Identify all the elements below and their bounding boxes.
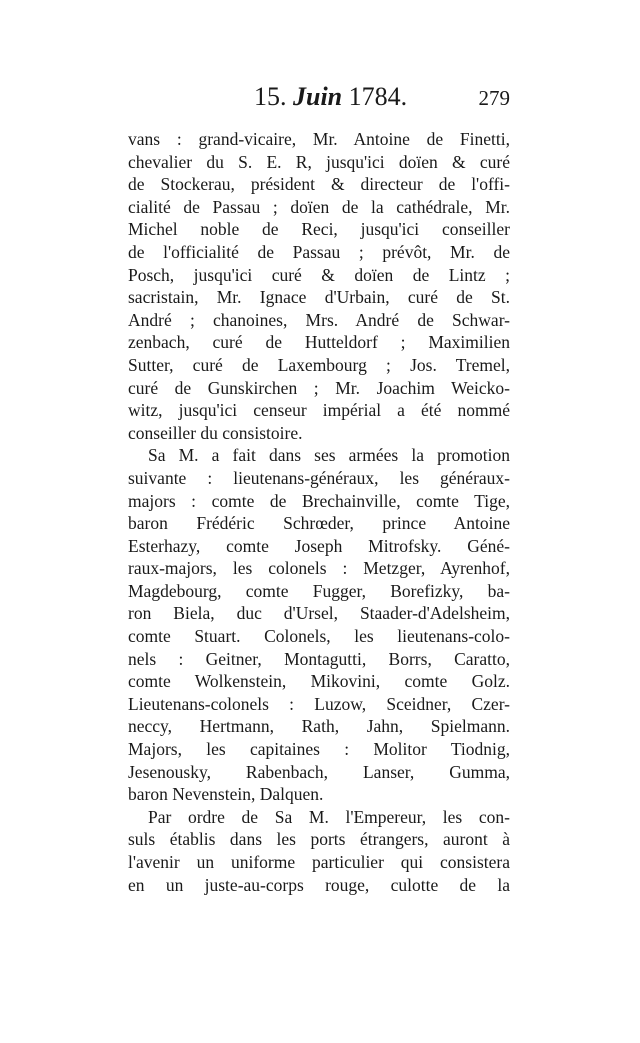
text-line: chevalier du S. E. R, jusqu'ici doïen & curé <box>128 151 510 172</box>
running-title-year: 1784. <box>348 82 408 111</box>
text-line: baron Frédéric Schrœder, prince Antoine <box>128 513 510 534</box>
text-line: en un juste-au-corps rouge, culotte de la <box>128 874 510 895</box>
text-line: Posch, jusqu'ici curé & doïen de Lintz ; <box>128 264 510 285</box>
text-line: de l'officialité de Passau ; prévôt, Mr. de <box>128 241 510 262</box>
text-line: comte Wolkenstein, Mikovini, comte Golz. <box>128 671 510 692</box>
text-line: vans : grand-vicaire, Mr. Antoine de Finetti, <box>128 129 510 149</box>
text-line: Par ordre de Sa M. l'Empereur, les con- <box>148 806 510 827</box>
text-line: Magdebourg, comte Fugger, Borefizky, ba- <box>128 580 510 601</box>
body-text <box>128 128 510 896</box>
text-line: nels : Geitner, Montagutti, Borrs, Caratto, <box>128 648 510 669</box>
text-line: Michel noble de Reci, jusqu'ici conseiller <box>128 219 510 240</box>
running-title-day: 15. <box>254 82 287 111</box>
text-line: neccy, Hertmann, Rath, Jahn, Spielmann. <box>128 716 510 737</box>
text-line: Sa M. a fait dans ses armées la promotion <box>148 445 510 466</box>
text-line: Lieutenans-colonels : Luzow, Sceidner, Czer- <box>128 693 510 714</box>
text-line: comte Stuart. Colonels, les lieutenans-colo- <box>128 626 510 647</box>
running-title-month: Juin <box>293 82 343 111</box>
running-title <box>254 82 407 112</box>
text-line: suls établis dans les ports étrangers, auront à <box>128 829 510 850</box>
text-line: suivante : lieutenans-généraux, les généraux- <box>128 467 510 488</box>
text-line: Esterhazy, comte Joseph Mitrofsky. Géné- <box>128 535 510 556</box>
text-line: sacristain, Mr. Ignace d'Urbain, curé de St. <box>128 287 510 308</box>
text-line: Jesenousky, Rabenbach, Lanser, Gumma, <box>128 761 510 782</box>
text-line: Majors, les capitaines : Molitor Tiodnig, <box>128 739 510 760</box>
text-line: majors : comte de Brechainville, comte Tige, <box>128 490 510 511</box>
text-line: witz, jusqu'ici censeur impérial a été nommé <box>128 400 510 421</box>
page-number: 279 <box>478 86 510 110</box>
text-line: curé de Gunskirchen ; Mr. Joachim Weicko- <box>128 377 510 398</box>
text-line: l'avenir un uniforme particulier qui consistera <box>128 852 510 872</box>
text-line: André ; chanoines, Mrs. André de Schwar- <box>128 309 510 330</box>
text-line: conseiller du consistoire. <box>128 422 303 443</box>
text-line: raux-majors, les colonels : Metzger, Ayrenhof, <box>128 558 510 579</box>
running-header <box>130 82 510 122</box>
text-line: cialité de Passau ; doïen de la cathédrale, Mr. <box>128 196 510 217</box>
text-line: ron Biela, duc d'Ursel, Staader-d'Adelsheim, <box>128 603 510 624</box>
text-line: de Stockerau, président & directeur de l'offi- <box>128 174 510 195</box>
text-line: zenbach, curé de Hutteldorf ; Maximilien <box>128 332 510 353</box>
text-line: Sutter, curé de Laxembourg ; Jos. Tremel, <box>128 354 510 375</box>
text-line: baron Nevenstein, Dalquen. <box>128 784 324 805</box>
